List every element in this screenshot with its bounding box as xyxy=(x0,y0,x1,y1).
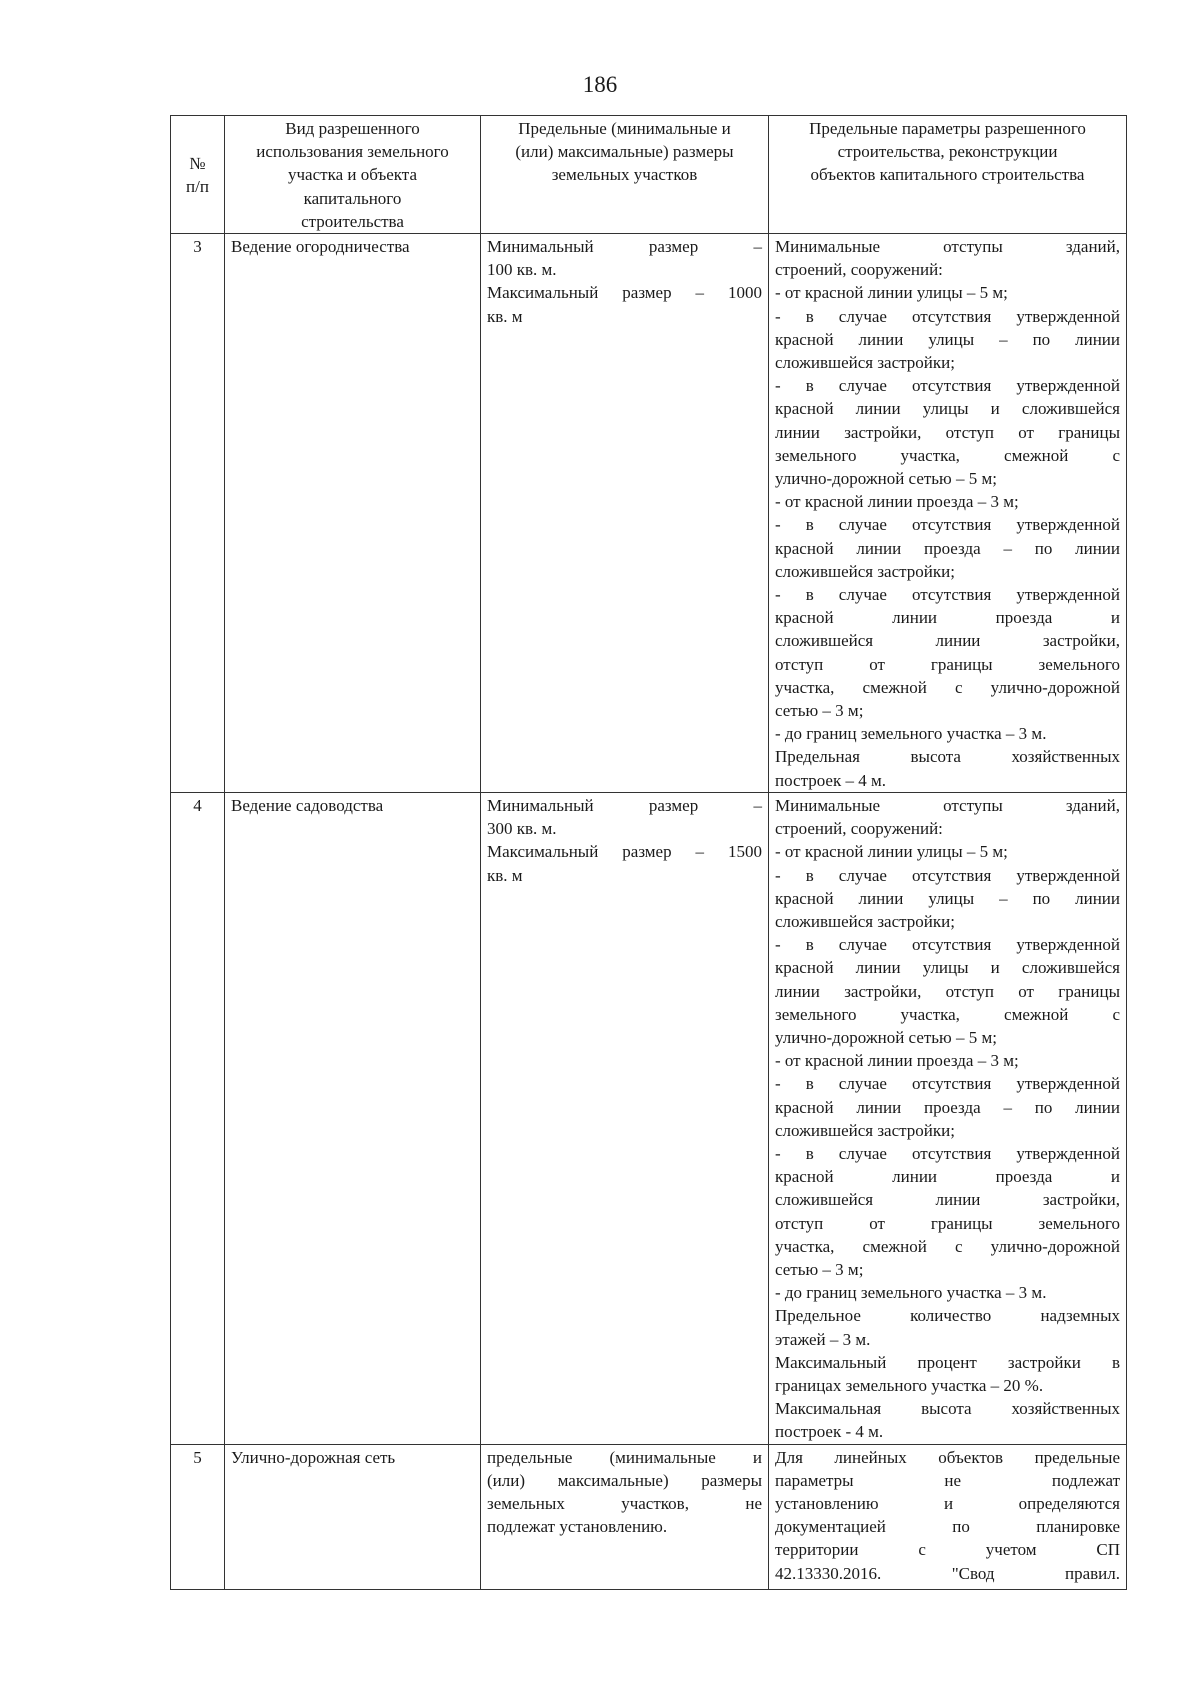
header-type xyxy=(225,116,481,234)
params-text-line: этажей – 3 м. xyxy=(775,1329,871,1349)
params-text-line: - до границ земельного участка – 3 м. xyxy=(775,724,1047,744)
params-text-line: - в случае отсутствия утвержденной xyxy=(775,376,1120,396)
row-number-cell: 4 xyxy=(171,792,225,1444)
params-text-line: установлению и определяются xyxy=(775,1493,1120,1513)
size-text-line: Максимальный размер – 1000 xyxy=(487,283,762,303)
params-text-line: отступ от границы земельного xyxy=(775,1213,1120,1233)
plot-size-cell xyxy=(481,234,769,793)
row-number-cell: 3 xyxy=(171,234,225,793)
params-text-line: линии застройки, отступ от границы xyxy=(775,981,1120,1001)
params-text-line: - в случае отсутствия утвержденной xyxy=(775,515,1120,535)
page-number: 186 xyxy=(582,72,618,97)
header-num-line: п/п xyxy=(186,177,209,196)
params-text-line: сложившейся линии застройки, xyxy=(775,631,1120,651)
params-text-line: - в случае отсутствия утвержденной xyxy=(775,1143,1120,1163)
params-text-line: земельного участка, смежной с xyxy=(775,1004,1120,1024)
header-type-line: капитального xyxy=(303,188,402,208)
size-text-line: подлежат установлению. xyxy=(487,1517,668,1537)
land-use-table xyxy=(170,115,1127,1590)
params-text-line: - до границ земельного участка – 3 м. xyxy=(775,1283,1047,1303)
params-text-line: отступ от границы земельного xyxy=(775,654,1120,674)
size-text-line: Максимальный размер – 1500 xyxy=(487,842,762,862)
params-text-line: красной линии проезда и xyxy=(775,608,1120,628)
params-text-line: земельного участка, смежной с xyxy=(775,445,1120,465)
params-text-line: 42.13330.2016. "Свод правил. xyxy=(775,1563,1120,1583)
size-text-line: кв. м xyxy=(487,865,523,885)
header-type-line: использования земельного xyxy=(256,142,449,162)
header-params-line: объектов капитального строительства xyxy=(810,165,1085,185)
table-row xyxy=(171,792,1127,1444)
params-text-line: участка, смежной с улично-дорожной xyxy=(775,677,1120,697)
table-header-row xyxy=(171,116,1127,234)
construction-params-cell xyxy=(769,234,1127,793)
size-text-line: Минимальный размер – xyxy=(487,237,762,257)
size-text-line: (или) максимальные) размеры xyxy=(487,1470,762,1490)
params-text-line: Предельное количество надземных xyxy=(775,1306,1120,1326)
params-text-line: Для линейных объектов предельные xyxy=(775,1447,1120,1467)
params-text-line: красной линии проезда и xyxy=(775,1167,1120,1187)
params-text-line: участка, смежной с улично-дорожной xyxy=(775,1236,1120,1256)
header-type-line: строительства xyxy=(301,211,404,231)
params-text-line: Минимальные отступы зданий, xyxy=(775,795,1120,815)
header-params-line: строительства, реконструкции xyxy=(837,142,1058,162)
params-text-line: параметры не подлежат xyxy=(775,1470,1120,1490)
params-text-line: красной линии проезда – по линии xyxy=(775,1097,1120,1117)
params-text-line: Максимальная высота хозяйственных xyxy=(775,1399,1120,1419)
construction-params-cell xyxy=(769,1444,1127,1589)
plot-size-cell xyxy=(481,1444,769,1589)
params-text-line: - от красной линии проезда – 3 м; xyxy=(775,492,1019,512)
params-text-line: - в случае отсутствия утвержденной xyxy=(775,935,1120,955)
params-text-line: границах земельного участка – 20 %. xyxy=(775,1375,1044,1395)
size-text-line: предельные (минимальные и xyxy=(487,1447,762,1467)
params-text-line: красной линии проезда – по линии xyxy=(775,538,1120,558)
size-text-line: земельных участков, не xyxy=(487,1493,762,1513)
params-text-line: - в случае отсутствия утвержденной xyxy=(775,865,1120,885)
header-num xyxy=(171,116,225,234)
params-text-line: Максимальный процент застройки в xyxy=(775,1352,1120,1372)
params-text-line: Предельная высота хозяйственных xyxy=(775,747,1120,767)
size-text-line: кв. м xyxy=(487,306,523,326)
land-use-type-cell: Ведение садоводства xyxy=(225,792,481,1444)
size-text-line: 100 кв. м. xyxy=(487,260,557,280)
row-number-cell: 5 xyxy=(171,1444,225,1589)
params-text-line: красной линии улицы и сложившейся xyxy=(775,958,1120,978)
params-text-line: сложившейся застройки; xyxy=(775,1120,955,1140)
header-params xyxy=(769,116,1127,234)
params-text-line: строений, сооружений: xyxy=(775,819,943,839)
params-text-line: - в случае отсутствия утвержденной xyxy=(775,585,1120,605)
table-row xyxy=(171,234,1127,793)
params-text-line: - от красной линии улицы – 5 м; xyxy=(775,283,1008,303)
params-text-line: - от красной линии проезда – 3 м; xyxy=(775,1051,1019,1071)
params-text-line: строений, сооружений: xyxy=(775,260,943,280)
header-size-line: земельных участков xyxy=(551,165,698,185)
params-text-line: - в случае отсутствия утвержденной xyxy=(775,1074,1120,1094)
construction-params-cell xyxy=(769,792,1127,1444)
params-text-line: красной линии улицы – по линии xyxy=(775,329,1120,349)
params-text-line: Минимальные отступы зданий, xyxy=(775,237,1120,257)
params-text-line: документацией по планировке xyxy=(775,1517,1120,1537)
params-text-line: - в случае отсутствия утвержденной xyxy=(775,306,1120,326)
header-type-line: участка и объекта xyxy=(288,165,417,185)
header-type-line: Вид разрешенного xyxy=(285,119,420,138)
params-text-line: построек - 4 м. xyxy=(775,1422,884,1442)
params-text-line: сетью – 3 м; xyxy=(775,701,864,721)
land-use-type-cell: Ведение огородничества xyxy=(225,234,481,793)
params-text-line: - от красной линии улицы – 5 м; xyxy=(775,842,1008,862)
header-size xyxy=(481,116,769,234)
params-text-line: сложившейся застройки; xyxy=(775,911,955,931)
header-size-line: Предельные (минимальные и xyxy=(518,119,731,138)
params-text-line: территории с учетом СП xyxy=(775,1540,1120,1560)
params-text-line: улично-дорожной сетью – 5 м; xyxy=(775,469,997,489)
params-text-line: сложившейся застройки; xyxy=(775,561,955,581)
params-text-line: улично-дорожной сетью – 5 м; xyxy=(775,1027,997,1047)
params-text-line: красной линии улицы и сложившейся xyxy=(775,399,1120,419)
land-use-type-cell: Улично-дорожная сеть xyxy=(225,1444,481,1589)
size-text-line: 300 кв. м. xyxy=(487,819,557,839)
size-text-line: Минимальный размер – xyxy=(487,795,762,815)
table-row xyxy=(171,1444,1127,1589)
plot-size-cell xyxy=(481,792,769,1444)
params-text-line: построек – 4 м. xyxy=(775,770,886,790)
header-params-line: Предельные параметры разрешенного xyxy=(809,119,1086,138)
params-text-line: сетью – 3 м; xyxy=(775,1259,864,1279)
params-text-line: красной линии улицы – по линии xyxy=(775,888,1120,908)
params-text-line: сложившейся линии застройки, xyxy=(775,1190,1120,1210)
params-text-line: сложившейся застройки; xyxy=(775,353,955,373)
header-num-line: № xyxy=(189,153,206,173)
params-text-line: линии застройки, отступ от границы xyxy=(775,422,1120,442)
header-size-line: (или) максимальные) размеры xyxy=(515,142,734,162)
